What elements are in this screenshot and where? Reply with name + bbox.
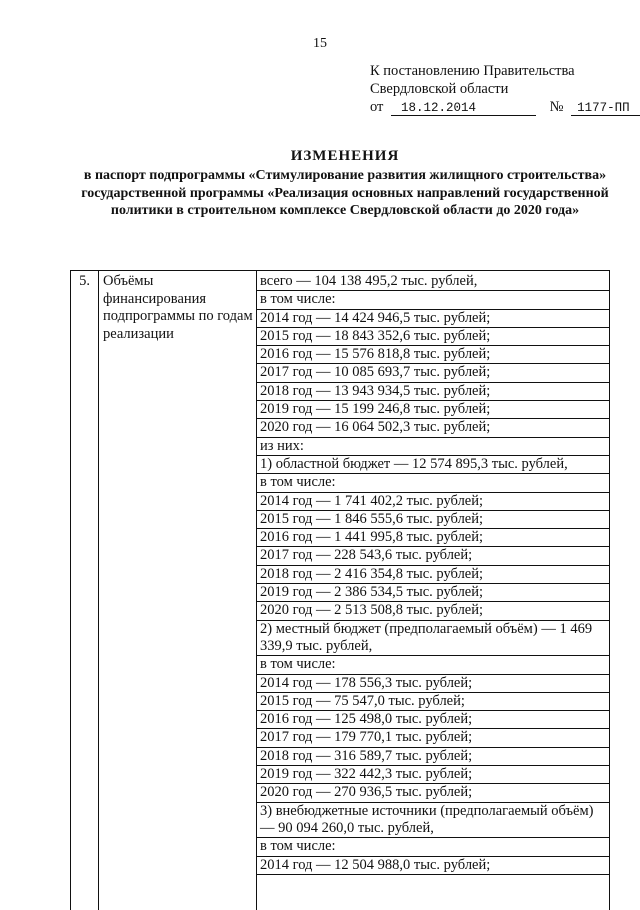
passport-table bbox=[70, 270, 610, 910]
approval-line-1: К постановлению Правительства bbox=[370, 62, 630, 80]
number-label: № bbox=[550, 99, 564, 115]
list-item: 2015 год — 1 846 555,6 тыс. рублей; bbox=[257, 511, 609, 529]
list-item: 2014 год — 178 556,3 тыс. рублей; bbox=[257, 675, 609, 693]
approval-date-line bbox=[370, 98, 630, 116]
approval-number: 1177-ПП bbox=[571, 101, 640, 116]
list-item: 2017 год — 10 085 693,7 тыс. рублей; bbox=[257, 364, 609, 382]
document-heading bbox=[80, 148, 610, 220]
list-item: 2017 год — 179 770,1 тыс. рублей; bbox=[257, 729, 609, 747]
list-item: 2014 год — 1 741 402,2 тыс. рублей; bbox=[257, 493, 609, 511]
from-label: от bbox=[370, 99, 383, 115]
list-item: 2020 год — 2 513 508,8 тыс. рублей; bbox=[257, 602, 609, 620]
row-label: Объёмы финансирования подпрограммы по годам реализации bbox=[99, 271, 257, 910]
list-item: 2016 год — 1 441 995,8 тыс. рублей; bbox=[257, 529, 609, 547]
list-item: 2018 год — 316 589,7 тыс. рублей; bbox=[257, 748, 609, 766]
list-item: 2016 год — 125 498,0 тыс. рублей; bbox=[257, 711, 609, 729]
list-item: всего — 104 138 495,2 тыс. рублей, bbox=[257, 273, 609, 291]
heading-subtitle: в паспорт подпрограммы «Стимулирование развития жилищного строительства» государственной программы «Реализация основных направлений государственной политики в строительном комплексе Свердловской области до 2020 года» bbox=[80, 167, 610, 220]
page-number: 15 bbox=[0, 36, 640, 52]
list-item: 2018 год — 2 416 354,8 тыс. рублей; bbox=[257, 566, 609, 584]
list-item: 2017 год — 228 543,6 тыс. рублей; bbox=[257, 547, 609, 565]
list-item: 2015 год — 18 843 352,6 тыс. рублей; bbox=[257, 328, 609, 346]
list-item: 2018 год — 13 943 934,5 тыс. рублей; bbox=[257, 383, 609, 401]
list-item: 2020 год — 16 064 502,3 тыс. рублей; bbox=[257, 419, 609, 437]
list-item: из них: bbox=[257, 438, 609, 456]
list-item: в том числе: bbox=[257, 838, 609, 856]
list-item: в том числе: bbox=[257, 474, 609, 492]
approval-date: 18.12.2014 bbox=[391, 101, 536, 116]
funding-lines bbox=[257, 273, 609, 875]
list-item: 2019 год — 15 199 246,8 тыс. рублей; bbox=[257, 401, 609, 419]
table-row bbox=[71, 271, 610, 910]
list-item: 2016 год — 15 576 818,8 тыс. рублей; bbox=[257, 346, 609, 364]
list-item: 2) местный бюджет (предполагаемый объём) — 1 469 339,9 тыс. рублей, bbox=[257, 621, 609, 657]
list-item: в том числе: bbox=[257, 656, 609, 674]
approval-block bbox=[370, 62, 630, 116]
heading-title: ИЗМЕНЕНИЯ bbox=[80, 148, 610, 165]
row-values bbox=[257, 271, 610, 910]
list-item: 2019 год — 322 442,3 тыс. рублей; bbox=[257, 766, 609, 784]
list-item: 1) областной бюджет — 12 574 895,3 тыс. рублей, bbox=[257, 456, 609, 474]
list-item: в том числе: bbox=[257, 291, 609, 309]
list-item: 2014 год — 12 504 988,0 тыс. рублей; bbox=[257, 857, 609, 875]
list-item: 2020 год — 270 936,5 тыс. рублей; bbox=[257, 784, 609, 802]
list-item: 2015 год — 75 547,0 тыс. рублей; bbox=[257, 693, 609, 711]
list-item: 3) внебюджетные источники (предполагаемый объём) — 90 094 260,0 тыс. рублей, bbox=[257, 803, 609, 839]
row-number: 5. bbox=[71, 271, 99, 910]
list-item: 2014 год — 14 424 946,5 тыс. рублей; bbox=[257, 310, 609, 328]
list-item: 2019 год — 2 386 534,5 тыс. рублей; bbox=[257, 584, 609, 602]
approval-line-2: Свердловской области bbox=[370, 80, 630, 98]
